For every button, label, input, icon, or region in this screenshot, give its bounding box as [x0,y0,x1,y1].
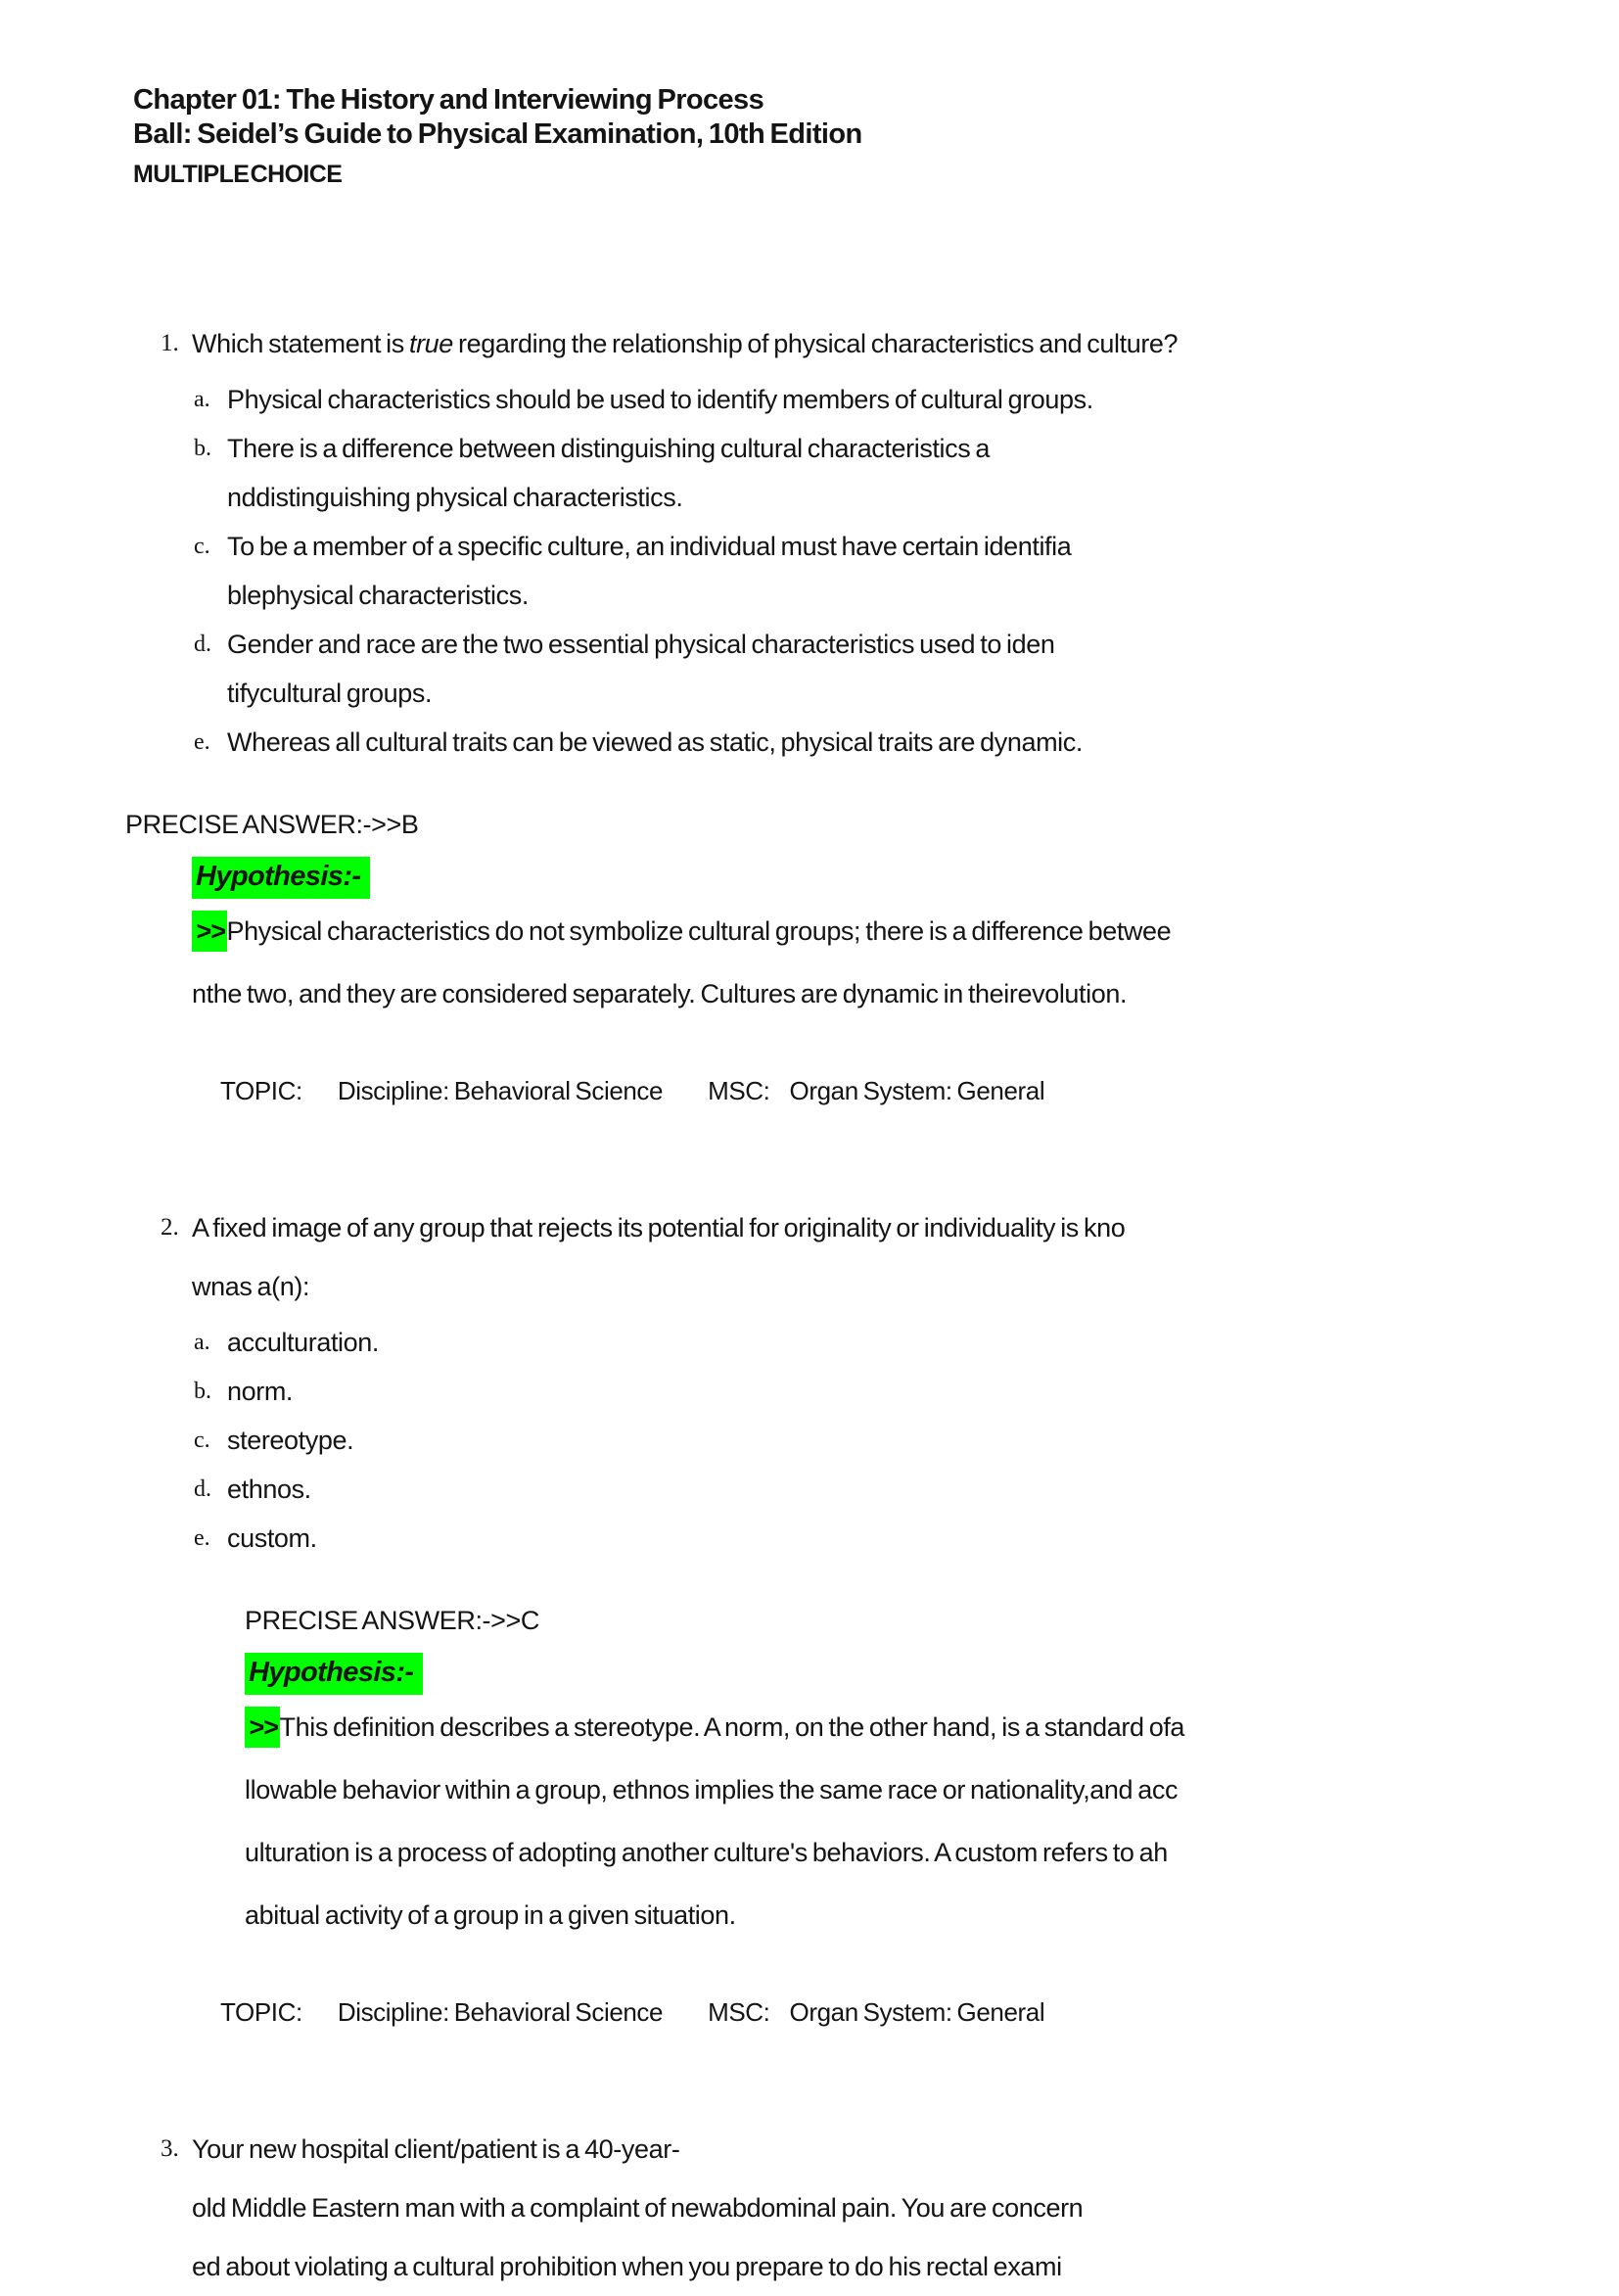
option-text [227,1367,293,1416]
hypothesis-label: Hypothesis:- [192,857,370,899]
option-line: ethnos. [227,1475,311,1504]
option-text [227,718,1083,767]
option-letter: d. [194,632,211,657]
option-letter: e. [194,1525,210,1551]
option-line: To be a member of a specific culture, an individual must have certain identifia [227,532,1072,561]
option-text [227,1318,379,1367]
question-text-segment: true [408,329,453,358]
question-row [161,1198,1560,1316]
topic-label: TOPIC: [220,1997,302,2027]
question [125,2120,1560,2296]
option-letter: e. [194,729,210,755]
question-line [192,314,1178,373]
option-line: Physical characteristics should be used to identify members of cultural groups. [227,385,1093,414]
question-text-segment: regarding the relationship of physical characteristics and culture? [452,329,1179,358]
question-text-segment: A fixed image of any group that rejects its potential for originality or individuality is kno [192,1213,1126,1242]
option [194,1318,1560,1367]
option-line: blephysical characteristics. [227,581,529,610]
question-line [192,2179,1083,2237]
option [194,424,1560,522]
option-line: There is a difference between distinguishing cultural characteristics a [227,434,991,463]
question-text-segment: ed about violating a cultural prohibition when you prepare to do his rectal exami [192,2252,1062,2281]
hypothesis-line-text: nthe two, and they are considered separately. Cultures are dynamic in theirevolution. [192,979,1128,1008]
hypothesis-text [245,1696,1560,1946]
question [125,314,1560,1105]
option-line: Whereas all cultural traits can be viewed as static, physical traits are dynamic. [227,727,1083,757]
hypothesis-line-text: This definition describes a stereotype. A norm, on the other hand, is a standard ofa [279,1712,1185,1742]
option-text [227,1465,311,1514]
question-line [192,1198,1125,1257]
option [194,718,1560,767]
option-line: nddistinguishing physical characteristics. [227,483,683,512]
option-line: acculturation. [227,1328,379,1357]
option [194,1367,1560,1416]
question-number: 3. [161,2135,179,2162]
hypothesis-line [192,900,1560,962]
organ-system: Organ System: General [789,1997,1045,2027]
document-header [133,83,1560,189]
option-text [227,620,1055,718]
question-text-segment: old Middle Eastern man with a complaint of newabdominal pain. You are concern [192,2193,1084,2223]
question-line [192,2237,1083,2296]
option-line: Gender and race are the two essential physical characteristics used to iden [227,630,1055,659]
topic-row [220,1076,1560,1105]
option [194,1416,1560,1465]
section-label: MULTIPLE CHOICE [133,161,343,188]
topic-row [220,1997,1560,2027]
option-text [227,1416,353,1465]
options-list [125,375,1560,767]
options-list [125,1318,1560,1563]
question-text [192,1198,1125,1316]
option-letter: b. [194,436,211,461]
hypothesis-text [192,900,1560,1025]
question-number: 1. [161,330,179,356]
precise-answer: PRECISE ANSWER:->>B [125,810,419,839]
option-text [227,375,1093,424]
msc-label: MSC: [708,1997,770,2027]
question [125,1198,1560,2027]
option-text [227,522,1071,620]
hypothesis-line-text: Physical characteristics do not symbolize cultural groups; there is a difference betwee [226,916,1172,946]
option-line: tifycultural groups. [227,679,433,708]
book-title: Ball: Seidel’s Guide to Physical Examination, 10th Edition [133,118,862,150]
topic-discipline: Discipline: Behavioral Science [337,1076,664,1105]
topic-label: TOPIC: [220,1076,302,1105]
question-number: 2. [161,1214,179,1241]
option-line: custom. [227,1523,317,1553]
option-letter: d. [194,1476,211,1502]
hypothesis-line-text: abitual activity of a group in a given situation. [245,1900,736,1930]
hypothesis-label-row [192,857,1560,898]
option-letter: a. [194,387,210,412]
hypothesis-label: Hypothesis:- [245,1653,423,1695]
option [194,522,1560,620]
hypothesis-label-row [245,1653,1560,1694]
option-line: stereotype. [227,1426,354,1455]
question-text-segment: Which statement is [192,329,409,358]
question-text [192,2120,1083,2296]
option-line: norm. [227,1377,294,1406]
question-row [161,2120,1560,2296]
option-text [227,424,990,522]
option [194,375,1560,424]
question-row [161,314,1560,373]
hypothesis-line-text: ulturation is a process of adopting another culture's behaviors. A custom refers to ah [245,1838,1168,1867]
question-text-segment: Your new hospital client/patient is a 40-year- [192,2134,680,2164]
option-letter: c. [194,534,210,559]
topic-discipline: Discipline: Behavioral Science [337,1997,664,2027]
answer-arrows: >> [192,911,227,952]
hypothesis-block [192,857,1560,1025]
option [194,620,1560,718]
option-letter: b. [194,1379,211,1404]
option [194,1465,1560,1514]
answer-arrows: >> [245,1707,280,1748]
hypothesis-line [245,1696,1560,1758]
hypothesis-block [245,1653,1560,1946]
option-letter: a. [194,1330,210,1355]
precise-answer: PRECISE ANSWER:->>C [245,1606,539,1635]
organ-system: Organ System: General [789,1076,1045,1105]
questions [125,314,1560,2296]
msc-label: MSC: [708,1076,770,1105]
question-text [192,314,1178,373]
question-text-segment: wnas a(n): [192,1272,310,1301]
question-line [192,2120,1083,2179]
option-text [227,1514,317,1563]
question-line [192,1257,1125,1316]
chapter-title: Chapter 01: The History and Interviewing Process [133,84,764,116]
option-letter: c. [194,1428,210,1453]
option [194,1514,1560,1563]
hypothesis-line-text: llowable behavior within a group, ethnos implies the same race or nationality,and acc [245,1775,1179,1804]
